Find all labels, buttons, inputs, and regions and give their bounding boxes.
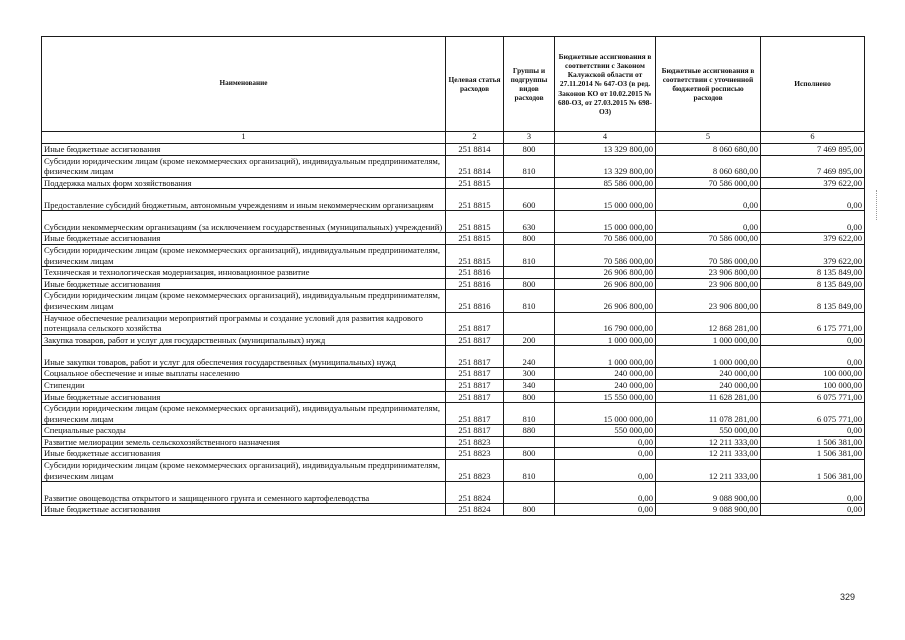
row-article: 251 8816 xyxy=(446,290,504,312)
row-name: Поддержка малых форм хозяйствования xyxy=(42,177,446,189)
row-assign-list: 12 868 281,00 xyxy=(656,312,761,334)
row-assign-list: 8 060 680,00 xyxy=(656,144,761,156)
row-assign-list: 70 586 000,00 xyxy=(656,233,761,245)
table-row xyxy=(42,346,865,368)
row-executed: 8 135 849,00 xyxy=(761,278,865,290)
row-assign-law: 0,00 xyxy=(555,504,656,516)
row-assign-list: 8 060 680,00 xyxy=(656,155,761,177)
header-name: Наименование xyxy=(42,37,446,132)
row-executed: 6 075 771,00 xyxy=(761,403,865,425)
row-group: 800 xyxy=(504,504,555,516)
row-assign-list: 12 211 333,00 xyxy=(656,460,761,482)
row-article: 251 8817 xyxy=(446,379,504,391)
row-article: 251 8814 xyxy=(446,144,504,156)
column-number-row xyxy=(42,132,865,144)
row-name: Субсидии юридическим лицам (кроме некоммерческих организаций), индивидуальным предпринимателям, физическим лицам xyxy=(42,155,446,177)
row-name: Иные закупки товаров, работ и услуг для обеспечения государственных (муниципальных) нужд xyxy=(42,346,446,368)
table-row xyxy=(42,233,865,245)
row-executed: 0,00 xyxy=(761,482,865,504)
row-article: 251 8823 xyxy=(446,436,504,448)
header-groups: Группы и подгруппы видов расходов xyxy=(504,37,555,132)
col-number: 2 xyxy=(446,132,504,144)
row-group: 300 xyxy=(504,368,555,380)
table-row xyxy=(42,504,865,516)
row-group: 200 xyxy=(504,334,555,346)
row-executed: 379 622,00 xyxy=(761,244,865,266)
col-number: 1 xyxy=(42,132,446,144)
row-group xyxy=(504,267,555,279)
table-row xyxy=(42,482,865,504)
row-name: Субсидии юридическим лицам (кроме некоммерческих организаций), индивидуальным предпринимателям, физическим лицам xyxy=(42,460,446,482)
row-article: 251 8817 xyxy=(446,368,504,380)
row-assign-law: 1 000 000,00 xyxy=(555,346,656,368)
row-name: Закупка товаров, работ и услуг для государственных (муниципальных) нужд xyxy=(42,334,446,346)
table-row xyxy=(42,211,865,233)
row-group: 800 xyxy=(504,233,555,245)
col-number: 6 xyxy=(761,132,865,144)
row-name: Социальное обеспечение и иные выплаты населению xyxy=(42,368,446,380)
table-row xyxy=(42,278,865,290)
row-name: Развитие мелиорации земель сельскохозяйственного назначения xyxy=(42,436,446,448)
table-row xyxy=(42,425,865,437)
table-row xyxy=(42,448,865,460)
row-article: 251 8814 xyxy=(446,155,504,177)
row-assign-list: 1 000 000,00 xyxy=(656,334,761,346)
row-assign-law: 240 000,00 xyxy=(555,368,656,380)
row-name: Научное обеспечение реализации мероприятий программы и создание условий для развития кадрового потенциала сельского хозяйства xyxy=(42,312,446,334)
row-name: Субсидии некоммерческим организациям (за исключением государственных (муниципальных) учреждений) xyxy=(42,211,446,233)
table-row xyxy=(42,460,865,482)
row-article: 251 8817 xyxy=(446,334,504,346)
row-executed: 8 135 849,00 xyxy=(761,290,865,312)
row-assign-law: 550 000,00 xyxy=(555,425,656,437)
row-name: Иные бюджетные ассигнования xyxy=(42,504,446,516)
row-assign-law: 15 000 000,00 xyxy=(555,189,656,211)
row-article: 251 8815 xyxy=(446,189,504,211)
row-name: Специальные расходы xyxy=(42,425,446,437)
row-group xyxy=(504,436,555,448)
row-executed: 0,00 xyxy=(761,189,865,211)
header-executed: Исполнено xyxy=(761,37,865,132)
row-article: 251 8823 xyxy=(446,460,504,482)
table-row xyxy=(42,144,865,156)
row-executed: 0,00 xyxy=(761,504,865,516)
table-row xyxy=(42,177,865,189)
row-assign-list: 12 211 333,00 xyxy=(656,448,761,460)
row-assign-list: 23 906 800,00 xyxy=(656,290,761,312)
row-executed: 7 469 895,00 xyxy=(761,144,865,156)
header-article: Целевая статья расходов xyxy=(446,37,504,132)
scan-artifact xyxy=(876,190,879,220)
row-assign-law: 26 906 800,00 xyxy=(555,290,656,312)
row-executed: 0,00 xyxy=(761,425,865,437)
row-group: 810 xyxy=(504,460,555,482)
row-assign-law: 26 906 800,00 xyxy=(555,267,656,279)
row-group xyxy=(504,482,555,504)
row-article: 251 8815 xyxy=(446,244,504,266)
row-assign-law: 15 000 000,00 xyxy=(555,211,656,233)
row-assign-list: 12 211 333,00 xyxy=(656,436,761,448)
row-name: Иные бюджетные ассигнования xyxy=(42,391,446,403)
row-assign-law: 13 329 800,00 xyxy=(555,144,656,156)
row-group: 880 xyxy=(504,425,555,437)
row-assign-law: 1 000 000,00 xyxy=(555,334,656,346)
row-assign-law: 240 000,00 xyxy=(555,379,656,391)
row-name: Стипендии xyxy=(42,379,446,391)
row-assign-list: 0,00 xyxy=(656,211,761,233)
row-name: Субсидии юридическим лицам (кроме некоммерческих организаций), индивидуальным предпринимателям, физическим лицам xyxy=(42,244,446,266)
row-executed: 8 135 849,00 xyxy=(761,267,865,279)
table-row xyxy=(42,379,865,391)
table-header xyxy=(42,37,865,144)
row-group: 600 xyxy=(504,189,555,211)
row-name: Техническая и технологическая модернизация, инновационное развитие xyxy=(42,267,446,279)
table-row xyxy=(42,155,865,177)
row-group: 630 xyxy=(504,211,555,233)
row-assign-list: 23 906 800,00 xyxy=(656,278,761,290)
row-article: 251 8817 xyxy=(446,425,504,437)
row-article: 251 8817 xyxy=(446,403,504,425)
row-group: 800 xyxy=(504,448,555,460)
row-executed: 1 506 381,00 xyxy=(761,460,865,482)
row-assign-list: 9 088 900,00 xyxy=(656,482,761,504)
table-row xyxy=(42,436,865,448)
row-assign-list: 550 000,00 xyxy=(656,425,761,437)
row-executed: 1 506 381,00 xyxy=(761,436,865,448)
row-group: 810 xyxy=(504,403,555,425)
row-article: 251 8824 xyxy=(446,482,504,504)
row-executed: 7 469 895,00 xyxy=(761,155,865,177)
row-executed: 100 000,00 xyxy=(761,368,865,380)
row-assign-law: 26 906 800,00 xyxy=(555,278,656,290)
table-row xyxy=(42,290,865,312)
row-group xyxy=(504,312,555,334)
row-assign-law: 0,00 xyxy=(555,460,656,482)
row-assign-law: 16 790 000,00 xyxy=(555,312,656,334)
row-assign-list: 70 586 000,00 xyxy=(656,244,761,266)
row-name: Субсидии юридическим лицам (кроме некоммерческих организаций), индивидуальным предпринимателям, физическим лицам xyxy=(42,290,446,312)
col-number: 5 xyxy=(656,132,761,144)
row-group: 340 xyxy=(504,379,555,391)
table-body xyxy=(42,144,865,516)
row-article: 251 8817 xyxy=(446,312,504,334)
row-article: 251 8823 xyxy=(446,448,504,460)
row-executed: 6 075 771,00 xyxy=(761,391,865,403)
row-assign-law: 70 586 000,00 xyxy=(555,244,656,266)
row-group: 240 xyxy=(504,346,555,368)
row-name: Предоставление субсидий бюджетным, автономным учреждениям и иным некоммерческим организациям xyxy=(42,189,446,211)
row-assign-law: 0,00 xyxy=(555,448,656,460)
budget-report-page xyxy=(41,36,864,516)
row-assign-list: 9 088 900,00 xyxy=(656,504,761,516)
row-assign-list: 11 628 281,00 xyxy=(656,391,761,403)
row-group: 810 xyxy=(504,155,555,177)
row-article: 251 8817 xyxy=(446,346,504,368)
row-assign-list: 1 000 000,00 xyxy=(656,346,761,368)
row-name: Иные бюджетные ассигнования xyxy=(42,448,446,460)
table-row xyxy=(42,368,865,380)
row-assign-law: 15 550 000,00 xyxy=(555,391,656,403)
row-group: 800 xyxy=(504,391,555,403)
header-assign-law: Бюджетные ассигнования в соответствии с Законом Калужской области от 27.11.2014 № 647-ОЗ (в ред. Законов КО от 10.02.2015 № 680-ОЗ, от 27.03.2015 № 698-ОЗ) xyxy=(555,37,656,132)
row-assign-law: 85 586 000,00 xyxy=(555,177,656,189)
row-executed: 0,00 xyxy=(761,346,865,368)
row-executed: 0,00 xyxy=(761,211,865,233)
row-assign-list: 240 000,00 xyxy=(656,379,761,391)
table-row xyxy=(42,267,865,279)
row-group: 800 xyxy=(504,144,555,156)
row-article: 251 8816 xyxy=(446,278,504,290)
row-group: 810 xyxy=(504,244,555,266)
row-name: Иные бюджетные ассигнования xyxy=(42,233,446,245)
table-row xyxy=(42,334,865,346)
page-number: 329 xyxy=(840,592,856,602)
row-group xyxy=(504,177,555,189)
col-number: 3 xyxy=(504,132,555,144)
row-article: 251 8824 xyxy=(446,504,504,516)
row-article: 251 8816 xyxy=(446,267,504,279)
row-article: 251 8815 xyxy=(446,233,504,245)
row-executed: 100 000,00 xyxy=(761,379,865,391)
row-assign-law: 13 329 800,00 xyxy=(555,155,656,177)
col-number: 4 xyxy=(555,132,656,144)
budget-table xyxy=(41,36,865,516)
row-name: Иные бюджетные ассигнования xyxy=(42,144,446,156)
row-group: 810 xyxy=(504,290,555,312)
row-article: 251 8815 xyxy=(446,211,504,233)
row-assign-law: 70 586 000,00 xyxy=(555,233,656,245)
row-assign-law: 15 000 000,00 xyxy=(555,403,656,425)
row-executed: 379 622,00 xyxy=(761,177,865,189)
table-row xyxy=(42,403,865,425)
row-assign-list: 0,00 xyxy=(656,189,761,211)
row-executed: 6 175 771,00 xyxy=(761,312,865,334)
row-assign-list: 70 586 000,00 xyxy=(656,177,761,189)
table-row xyxy=(42,391,865,403)
row-assign-list: 11 078 281,00 xyxy=(656,403,761,425)
table-row xyxy=(42,189,865,211)
row-assign-list: 240 000,00 xyxy=(656,368,761,380)
header-assign-list: Бюджетные ассигнования в соответствии с уточненной бюджетной росписью расходов xyxy=(656,37,761,132)
row-assign-list: 23 906 800,00 xyxy=(656,267,761,279)
row-name: Субсидии юридическим лицам (кроме некоммерческих организаций), индивидуальным предпринимателям, физическим лицам xyxy=(42,403,446,425)
row-name: Развитие овощеводства открытого и защищенного грунта и семенного картофелеводства xyxy=(42,482,446,504)
row-executed: 1 506 381,00 xyxy=(761,448,865,460)
row-article: 251 8817 xyxy=(446,391,504,403)
table-row xyxy=(42,244,865,266)
row-article: 251 8815 xyxy=(446,177,504,189)
row-executed: 0,00 xyxy=(761,334,865,346)
row-assign-law: 0,00 xyxy=(555,436,656,448)
row-executed: 379 622,00 xyxy=(761,233,865,245)
row-name: Иные бюджетные ассигнования xyxy=(42,278,446,290)
table-row xyxy=(42,312,865,334)
row-group: 800 xyxy=(504,278,555,290)
row-assign-law: 0,00 xyxy=(555,482,656,504)
